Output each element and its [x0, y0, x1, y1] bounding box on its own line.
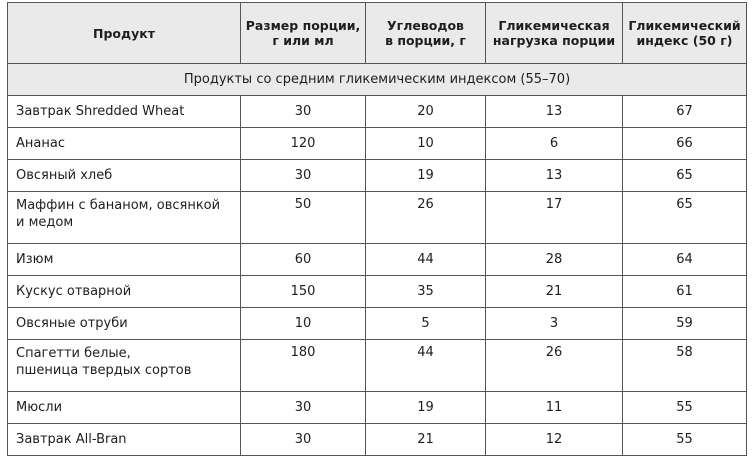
table-row	[8, 340, 747, 392]
header-load-line-1: Гликемическая	[498, 18, 610, 33]
product-name-line: Маффин с бананом, овсянкой	[16, 198, 221, 213]
table-row	[8, 192, 747, 244]
header-carbs	[366, 3, 486, 64]
glycemic-load-cell: 3	[486, 308, 623, 340]
table-row	[8, 276, 747, 308]
glycemic-load-cell: 17	[486, 192, 623, 244]
table-header	[8, 3, 747, 64]
product-name-line: Изюм	[16, 252, 54, 267]
glycemic-load-cell: 26	[486, 340, 623, 392]
glycemic-load-cell: 21	[486, 276, 623, 308]
glycemic-load-cell: 11	[486, 392, 623, 424]
header-row	[8, 3, 747, 64]
carbs-cell: 21	[366, 424, 486, 456]
glycemic-index-cell: 66	[623, 128, 747, 160]
table-row	[8, 308, 747, 340]
product-name-cell	[8, 308, 241, 340]
product-name-cell	[8, 340, 241, 392]
product-name-line: Мюсли	[16, 400, 63, 415]
glycemic-index-cell: 55	[623, 424, 747, 456]
product-name-cell	[8, 424, 241, 456]
product-name-line: Овсяные отруби	[16, 316, 128, 331]
carbs-cell: 44	[366, 244, 486, 276]
serving-size-cell: 150	[241, 276, 366, 308]
glycemic-load-cell: 13	[486, 96, 623, 128]
glycemic-index-cell: 65	[623, 192, 747, 244]
product-name-line: Овсяный хлеб	[16, 168, 113, 183]
carbs-cell: 35	[366, 276, 486, 308]
header-glycemic-load	[486, 3, 623, 64]
serving-size-cell: 60	[241, 244, 366, 276]
glycemic-index-cell: 65	[623, 160, 747, 192]
carbs-cell: 44	[366, 340, 486, 392]
serving-size-cell: 180	[241, 340, 366, 392]
header-product	[8, 3, 241, 64]
carbs-cell: 20	[366, 96, 486, 128]
carbs-cell: 26	[366, 192, 486, 244]
glycemic-load-cell: 6	[486, 128, 623, 160]
header-serving-line-1: Размер порции,	[245, 18, 361, 33]
product-name-cell	[8, 160, 241, 192]
carbs-cell: 19	[366, 160, 486, 192]
glycemic-load-cell: 12	[486, 424, 623, 456]
product-name-cell	[8, 392, 241, 424]
product-name-cell	[8, 276, 241, 308]
section-title: Продукты со средним гликемическим индексом (55–70)	[8, 64, 747, 96]
serving-size-cell: 120	[241, 128, 366, 160]
table-row	[8, 160, 747, 192]
header-index-line-1: Гликемический	[628, 18, 741, 33]
table-row	[8, 128, 747, 160]
glycemic-index-cell: 61	[623, 276, 747, 308]
header-serving-line-2: г или мл	[272, 33, 334, 48]
product-name-cell	[8, 128, 241, 160]
header-product-line: Продукт	[93, 25, 155, 41]
header-index-line-2: индекс (50 г)	[636, 33, 733, 48]
product-name-line: пшеница твердых сортов	[16, 363, 192, 378]
glycemic-index-cell: 67	[623, 96, 747, 128]
glycemic-index-cell: 59	[623, 308, 747, 340]
table-row	[8, 244, 747, 276]
carbs-cell: 5	[366, 308, 486, 340]
serving-size-cell: 30	[241, 160, 366, 192]
glycemic-table	[7, 2, 747, 456]
product-name-line: Спагетти белые,	[16, 346, 131, 361]
table-row	[8, 96, 747, 128]
table-row	[8, 392, 747, 424]
glycemic-index-cell: 55	[623, 392, 747, 424]
product-name-cell	[8, 192, 241, 244]
header-load-line-2: нагрузка порции	[492, 33, 616, 48]
product-name-cell	[8, 244, 241, 276]
serving-size-cell: 10	[241, 308, 366, 340]
product-name-line: Кускус отварной	[16, 284, 132, 299]
product-name-line: Завтрак All-Bran	[16, 432, 127, 447]
glycemic-load-cell: 28	[486, 244, 623, 276]
product-name-line: и медом	[16, 215, 74, 230]
header-serving-size	[241, 3, 366, 64]
product-name-line: Завтрак Shredded Wheat	[16, 104, 185, 119]
carbs-cell: 10	[366, 128, 486, 160]
glycemic-index-cell: 64	[623, 244, 747, 276]
table-row	[8, 424, 747, 456]
product-name-cell	[8, 96, 241, 128]
serving-size-cell: 50	[241, 192, 366, 244]
table-body	[8, 64, 747, 456]
serving-size-cell: 30	[241, 96, 366, 128]
header-carbs-line-1: Углеводов	[387, 18, 464, 33]
glycemic-index-cell: 58	[623, 340, 747, 392]
carbs-cell: 19	[366, 392, 486, 424]
section-row	[8, 64, 747, 96]
glycemic-load-cell: 13	[486, 160, 623, 192]
serving-size-cell: 30	[241, 424, 366, 456]
serving-size-cell: 30	[241, 392, 366, 424]
product-name-line: Ананас	[16, 136, 65, 151]
header-glycemic-index	[623, 3, 747, 64]
header-carbs-line-2: в порции, г	[385, 33, 466, 48]
